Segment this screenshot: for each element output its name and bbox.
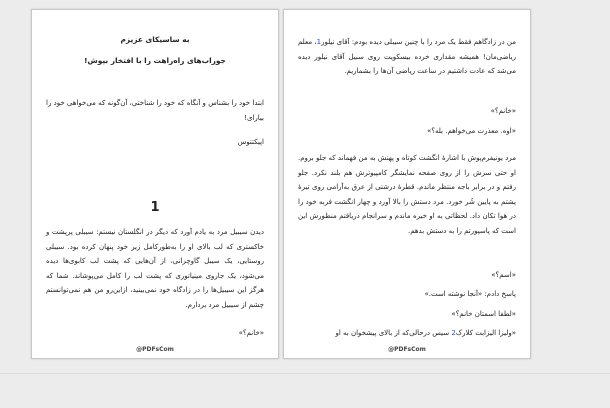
dialogue-line: «خانم؟» <box>238 329 264 337</box>
paragraph-4: مرد یونیفرم‌پوش با اشارهٔ انگشت کوتاه و پهنش به من فهماند که جلو بروم. او حتی سرش را از روی صفحه نمایشگر کامپیوترش هم بلند نکرد. جلو رفتم و در برابر باجه منتظر ماندم. قطرهٔ درشتی از عرق به‌آرامی روی تیرهٔ پشتم به پایین شُر خورد. مرد دستش را بالا آورد و چهار انگشت فربه خود را در هوا تکان داد. لحظاتی به او خیره ماندم و سرانجام دریافتم منظورش این است که پاسپورتم را به دستش بدهم. <box>298 154 516 235</box>
paragraph-1-text-a: من در زادگاهم فقط یک مرد را با چنین سیبلی دیده بودم: آقای نیلور <box>321 38 517 46</box>
chapter-body: دیدن سیبیل مرد به یادم آورد که دیگر در انگلستان نیستم: سیبلی پرپشت و خاکستری که لب بالای او را به‌طورکامل زیر خود پنهان کرده بود. سیبلی روستایی، یک سیبل گاوچرانی، از آن‌هایی که پشت لب کابوی‌ها دیده می‌شود، یک جاروی مینیاتوری که پشت لب را کامل می‌پوشاند. شما که هرگز این سیبیل‌ها را در زادگاه خود نمی‌بینید، ازاین‌رو من هم نمی‌توانستم چشم از سیبیل مرد بردارم. <box>46 228 264 309</box>
paragraph-1 <box>298 35 516 79</box>
paragraph-8-text-a: «ولیزا الیزابت کلارک <box>455 329 516 337</box>
page-footer: @PDFsCom <box>136 346 174 353</box>
footnote-marker-2[interactable]: 2 <box>451 329 456 337</box>
paragraph-2: «خانم؟» <box>490 107 516 115</box>
paragraph-8 <box>298 326 516 341</box>
paragraph-7: «لطفا اسمتان خانم؟» <box>451 310 516 318</box>
paragraph-5: «اسم؟» <box>491 271 516 279</box>
epigraph: ابتدا خود را بشناس و آنگاه که خود را شناختی، آن‌گونه که می‌خواهی خود را بیارای! <box>46 99 264 122</box>
footnote-marker-1[interactable]: 1 <box>316 38 322 46</box>
paragraph-1-text-b: ، معلم ریاضی‌مان! همیشه مقداری خرده بیسکویت روی سبیل آقای نیلور دیده می‌شد که عادت داشتیم در ساعت ریاضی آن‌ها را بشماریم. <box>298 38 516 75</box>
paragraph-3: «اوه. معذرت می‌خواهم. بله؟» <box>426 127 516 135</box>
horizontal-scrollbar[interactable] <box>0 373 610 374</box>
chapter-number: 1 <box>150 200 160 215</box>
epigraph-author: اپیکتتوس <box>237 138 264 146</box>
paragraph-8-text-b: سیس درحالی‌که از بالای پیشخوان به او <box>335 329 452 337</box>
page-right <box>283 9 531 359</box>
page-footer: @PDFsCom <box>388 346 426 353</box>
dedication-line-2: جوراب‌های راه‌راهت را با افتخار بپوش! <box>84 56 226 65</box>
page-left <box>31 9 279 359</box>
paragraph-6: پاسخ دادم: «آنجا نوشته است.» <box>424 290 516 298</box>
dedication-line-1: به ساسیکای عزیزم <box>120 35 190 44</box>
